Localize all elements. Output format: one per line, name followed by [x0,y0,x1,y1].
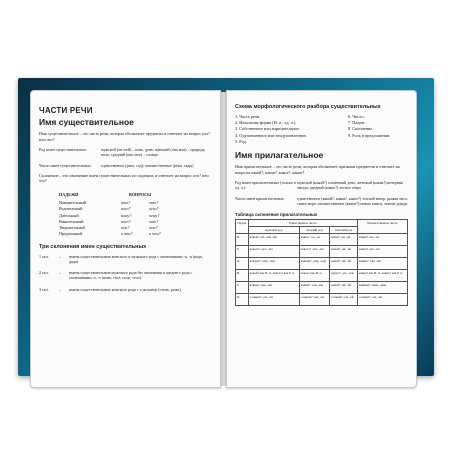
header-neuter: средний род [299,227,329,234]
number-row [39,163,212,168]
cell-case: Д. [236,258,249,270]
cell-neuter: какое? как И. п. [299,270,329,282]
cell-neuter: каким? -ым, -им [299,282,329,294]
plan-item: 7. Падеж. [348,120,366,126]
cell-feminine: какая? -ая, -яя [330,234,358,246]
case-q2: о чем? [149,231,161,237]
cell-plural: какие? -ые, -ие [357,234,407,246]
section-title: Имя существительное [39,117,134,127]
plan-item: 1. Часть речи. [235,114,261,119]
case-q1: о ком? [121,231,133,237]
right-page [226,90,417,388]
cell-neuter: какому? -ому, -ему [299,258,329,270]
header-masculine: мужской род [248,227,299,234]
case-row [59,231,212,237]
plan-left-column [235,114,348,145]
cell-feminine: о какой? -ой, -ей [330,294,358,306]
page-title: ЧАСТИ РЕЧИ [39,106,93,115]
case-q2: что? [149,218,159,224]
cell-plural: какие? как И. п., каких? как Р. п. [357,270,407,282]
header-plural: Множественное число [357,220,407,234]
declension-text: имена существительные женского и мужского рода с окончаниями -а, -я (вода, дядя). [69,253,203,264]
gender-value: мужской (он мой) – конь, день; женский (она моя) – природа, ночь; средний (оно мое) – солнце [101,147,206,158]
case-q2: чему? [149,212,160,218]
plan-item: 3. Собственное или нарицательное. [235,126,300,132]
cases-col2: ВОПРОСЫ [129,191,152,197]
adjective-number-row [235,196,408,206]
plan-item: 5. Род. [235,138,247,144]
case-q2: что? [149,199,159,205]
cell-feminine: какой? -ой, -ей [330,282,358,294]
declensions-title: Три склонения имен существительных [39,243,147,250]
header-case: Падеж [236,220,249,234]
case-q2: чем? [149,225,158,231]
adjective-declension-table [235,219,408,306]
plan-title: Схема морфологического разбора существительных [235,104,381,110]
case-name: Именительный [59,199,86,205]
cell-masculine: какой? -ой, -ый, -ий [248,234,299,246]
header-feminine: женский род [330,227,358,234]
cell-plural: о каких? -ых, -их [357,294,407,306]
table-row [236,234,408,246]
declension-number: 2 скл. [39,270,49,276]
table-row [236,258,408,270]
plan-item: 6. Число. [348,114,365,119]
cell-masculine: какой? как И. п., какого? как Р. п. [248,270,299,282]
cell-masculine: какого? -ого, -его [248,246,299,258]
left-page [30,90,221,388]
dash: – [59,270,61,276]
declension-number: 3 скл. [39,286,49,292]
plan-right-column [348,114,408,145]
declension-text: имена существительные женского рода с ь на конце (степь, рожь). [69,286,182,292]
cell-feminine: какой? -ой, -ей [330,246,358,258]
case-q2: чего? [149,206,159,212]
case-q1: кого? [121,218,131,224]
adjective-definition: Имя прилагательное – это часть речи, которая обозначает признаки предметов и отвечает на вопросы какой?, какая?, какое?, какие? [235,164,400,175]
declension-item [39,270,212,280]
case-name: Предложный [59,231,83,237]
cell-neuter: какое? -ое, -ее [299,234,329,246]
case-name: Дательный [59,212,79,218]
cell-case: Р. [236,246,249,258]
number-key: Число имен существительных: [39,162,92,168]
dash: – [59,286,61,292]
adjective-gender-value: мужской (какой?) солнечный день; женский (какая?) вечерняя звезда; средний (какое?) лесное озеро [297,180,403,191]
table-header-row [236,220,408,227]
header-singular: Единственное число [248,220,357,227]
cell-plural: каких? -ых, -их [357,246,407,258]
adjective-gender-row [235,180,408,190]
adjective-number-value: единственное (какой?, какая?, какое?) теплый вечер, рыжая лиса, синее море; множественное (какие?) новые книги, летние дожди [297,195,408,206]
case-name: Творительный [59,225,85,231]
plan-item: 9. Роль в предложении. [348,132,391,138]
case-q1: кого? [121,206,131,212]
adjective-title: Имя прилагательное [235,150,324,161]
number-value: единственное (река, сад); множественное (реки, сады) [101,162,194,168]
table-title: Таблица склонения прилагательных [235,212,318,218]
table-row [236,270,408,282]
table-row [236,294,408,306]
case-name: Винительный [59,218,84,224]
declension-text: имена существительные мужского рода без окончания и среднего рода с окончаниями -о, -е (конь, стол, поле, село). [69,270,193,281]
plan-item: 4. Одушевленное или неодушевленное. [235,132,308,138]
cell-plural: каким? -ым, -им [357,258,407,270]
adjective-gender-key: Род имен прилагательных (только в ед. ч.): [235,180,296,191]
declension-item [39,254,212,264]
table-row [236,282,408,294]
cell-case: Т. [236,282,249,294]
case-q1: кем? [121,225,130,231]
cases-table [59,192,212,238]
cell-case: П. [236,294,249,306]
cell-case: В. [236,270,249,282]
definition: Имя существительное – это часть речи, которая обозначает предметы и отвечает на вопрос кто? или что? [39,131,210,142]
cases-col1: ПАДЕЖИ [59,191,79,197]
gender-key: Род имен существительных: [39,147,88,153]
gender-row [39,147,212,157]
cell-neuter: какого? -ого, -его [299,246,329,258]
cell-masculine: о каком? -ом, -ем [248,294,299,306]
dash: – [59,253,61,259]
case-name: Родительный [59,206,83,212]
cell-neuter: о каком? -ом, -ем [299,294,329,306]
cell-case: И. [236,234,249,246]
table-row [236,246,408,258]
case-q1: кто? [121,199,131,205]
parsing-plan [235,114,408,145]
cell-masculine: каким? -ым, -им [248,282,299,294]
declension-definition: Склонение – это изменение имен существительных по падежам, и отвечает на вопрос кто? или что? [39,172,209,184]
declension-number: 1 скл. [39,253,49,259]
cases-header [59,192,212,197]
adjective-number-key: Число имен прилагательных: [235,195,285,201]
plan-item: 2. Начальная форма (И. п., ед. ч.). [235,120,297,126]
cell-feminine: какую? -ую, -юю [330,270,358,282]
declension-item [39,287,212,292]
plan-item: 8. Склонение. [348,126,374,132]
cell-feminine: какой? -ой, -ей [330,258,358,270]
cell-masculine: какому? -ому, -ему [248,258,299,270]
cell-plural: какими? -ыми, -ими [357,282,407,294]
case-q1: кому? [121,212,132,218]
